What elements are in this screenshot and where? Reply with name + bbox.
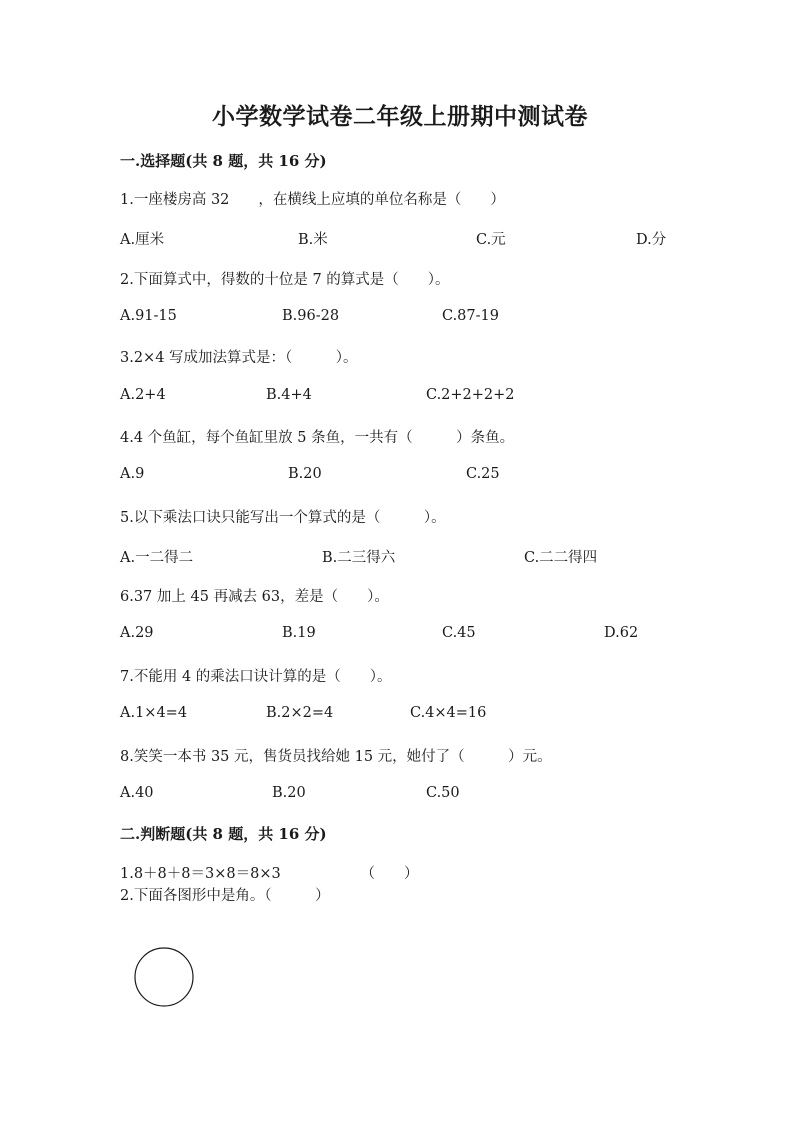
question-6: 6.37 加上 45 再减去 63，差是（ ）。 [120,589,389,605]
question-8: 8.笑笑一本书 35 元，售货员找给她 15 元，她付了（ ）元。 [120,749,552,765]
option-1d: D.分 [636,232,667,248]
option-7b: B.2×2=4 [266,705,334,721]
option-8c: C.50 [426,785,460,801]
judgement-question-1: 1.8＋8＋8＝3×8＝8×3 （ ） [120,866,419,882]
option-5a: A.一二得二 [120,550,194,566]
option-4a: A.9 [120,466,145,482]
option-6a: A.29 [120,625,154,641]
question-1: 1.一座楼房高 32 ，在横线上应填的单位名称是（ ） [120,192,505,208]
option-7c: C.4×4=16 [410,705,487,721]
option-6b: B.19 [282,625,316,641]
option-1c: C.元 [476,232,506,248]
question-4: 4.4 个鱼缸，每个鱼缸里放 5 条鱼，一共有（ ）条鱼。 [120,430,515,446]
option-8a: A.40 [120,785,154,801]
option-4b: B.20 [288,466,322,482]
option-8b: B.20 [272,785,306,801]
option-4c: C.25 [466,466,500,482]
question-2: 2.下面算式中，得数的十位是 7 的算式是（ ）。 [120,272,450,288]
option-3c: C.2+2+2+2 [426,387,515,403]
section-title-judgement: 二.判断题(共 8 题，共 16 分) [120,825,327,843]
option-3b: B.4+4 [266,387,312,403]
option-2b: B.96-28 [282,308,340,324]
option-3a: A.2+4 [120,387,166,403]
circle-figure [134,947,194,1007]
option-1a: A.厘米 [120,232,165,248]
question-7: 7.不能用 4 的乘法口诀计算的是（ ）。 [120,669,392,685]
option-2c: C.87-19 [442,308,499,324]
question-5: 5.以下乘法口诀只能写出一个算式的是（ ）。 [120,510,446,526]
option-6d: D.62 [604,625,639,641]
option-1b: B.米 [298,232,328,248]
judgement-question-2: 2.下面各图形中是角。（ ） [120,888,330,904]
section-title-choice: 一.选择题(共 8 题，共 16 分) [120,152,327,170]
page-title: 小学数学试卷二年级上册期中测试卷 [212,103,588,130]
option-2a: A.91-15 [120,308,177,324]
option-7a: A.1×4=4 [120,705,188,721]
option-5b: B.二三得六 [322,550,396,566]
option-6c: C.45 [442,625,476,641]
question-3: 3.2×4 写成加法算式是：（ ）。 [120,350,358,366]
option-5c: C.二二得四 [524,550,598,566]
